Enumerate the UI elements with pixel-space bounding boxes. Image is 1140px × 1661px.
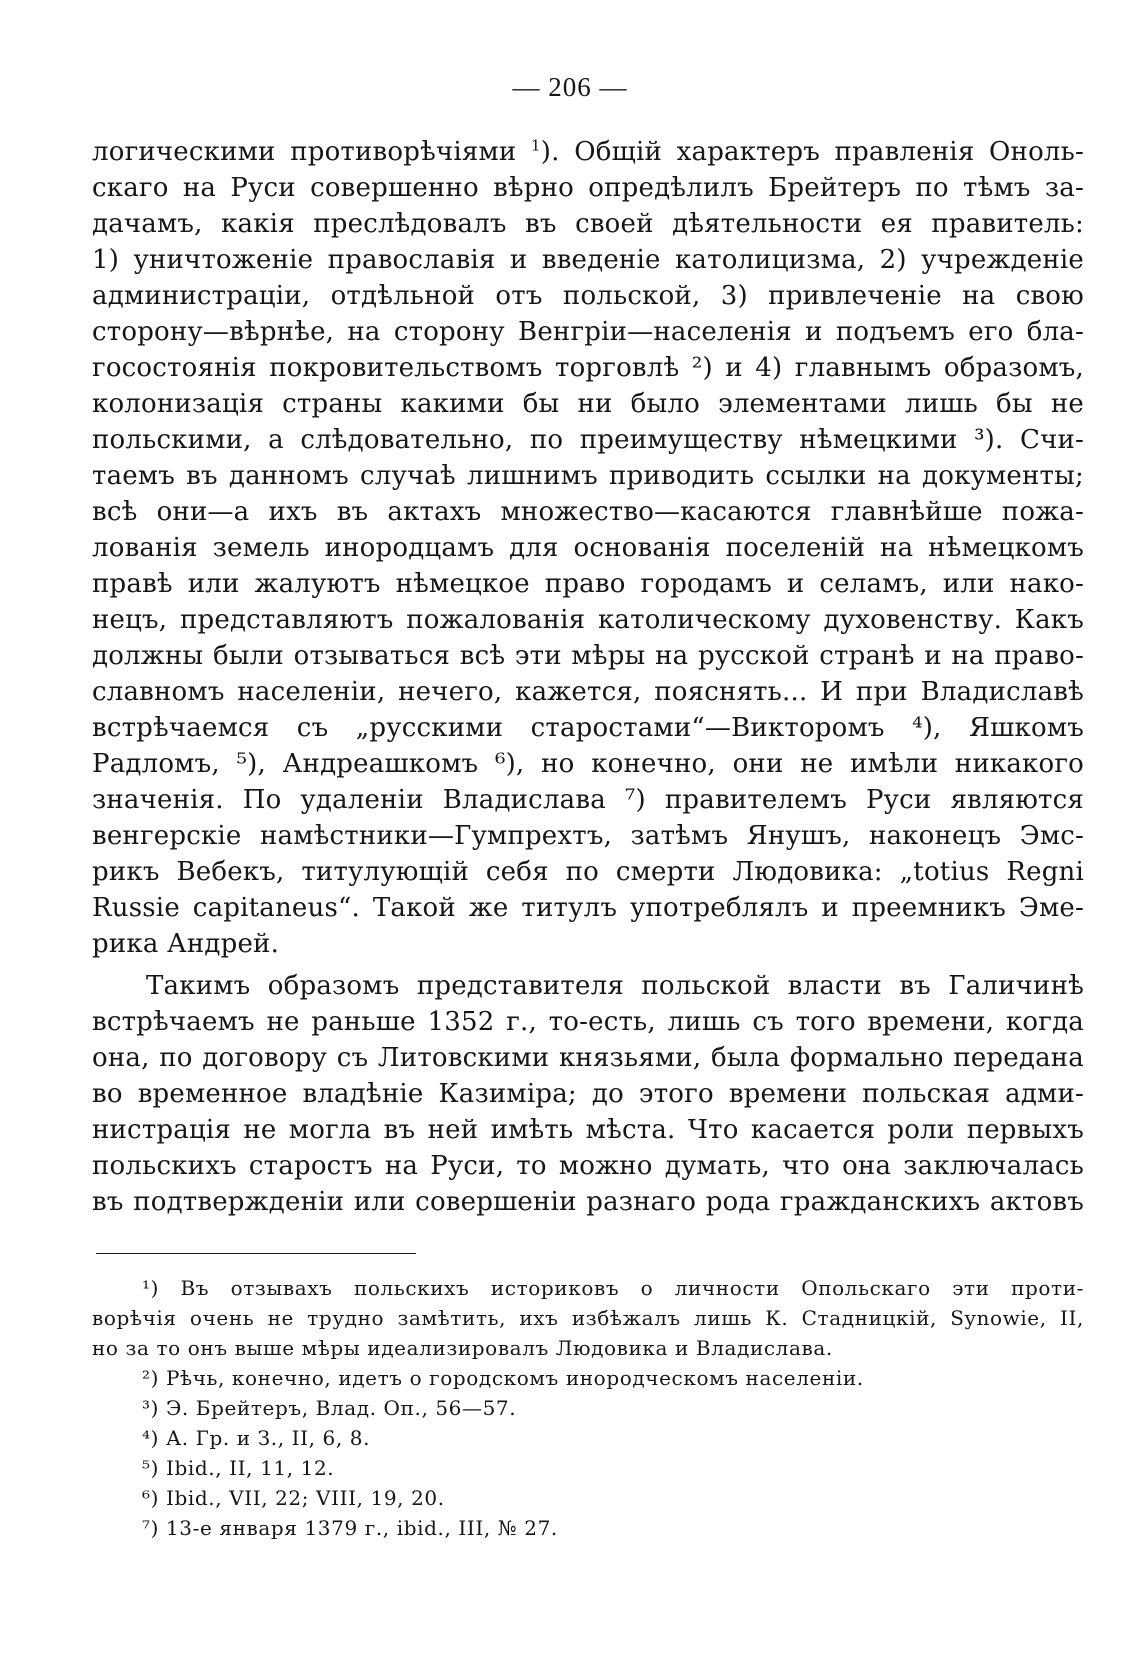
- footnote-line: ¹) Въ отзывахъ польскихъ историковъ о личности Опольскаго эти проти-: [142, 1276, 1084, 1300]
- text-line: рика Андрей.: [92, 929, 280, 959]
- text-line: скаго на Руси совершенно вѣрно опредѣлилъ Брейтеръ по тѣмъ за-: [92, 173, 1084, 203]
- text-line: Радломъ, ⁵), Андреашкомъ ⁶), но конечно, они не имѣли никакого: [92, 749, 1084, 779]
- text-line: польскими, а слѣдовательно, по преимуществу нѣмецкими ³). Счи-: [92, 425, 1084, 455]
- text-line: Russie capitaneus“. Такой же титулъ употреблялъ и преемникъ Эме-: [92, 893, 1084, 923]
- text-line: всѣ они—а ихъ въ актахъ множество—касаются главнѣйше пожа-: [92, 497, 1084, 527]
- footnote-divider: [96, 1253, 416, 1254]
- text-line: 1) уничтоженіе православія и введеніе католицизма, 2) учрежденіе: [92, 245, 1084, 275]
- text-line: рикъ Вебекъ, титулующій себя по смерти Людовика: „totius Regni: [92, 857, 1084, 887]
- footnote-line: но за то онъ выше мѣры идеализировалъ Людовика и Владислава.: [92, 1336, 833, 1360]
- text-line: нистрація не могла въ ней имѣть мѣста. Что касается роли первыхъ: [92, 1115, 1084, 1145]
- text-line: значенія. По удаленіи Владислава ⁷) правителемъ Руси являются: [92, 785, 1084, 815]
- text-line: таемъ въ данномъ случаѣ лишнимъ приводить ссылки на документы;: [92, 461, 1084, 491]
- footnote-line: ³) Э. Брейтеръ, Влад. Оп., 56—57.: [142, 1396, 517, 1420]
- text-line: нецъ, представляютъ пожалованія католическому духовенству. Какъ: [92, 605, 1084, 635]
- text-line: лованія земель инородцамъ для основанія поселеній на нѣмецкомъ: [92, 533, 1084, 563]
- footnote-line: ⁶) Ibid., VII, 22; VIII, 19, 20.: [142, 1486, 445, 1510]
- text-line: во временное владѣніе Казиміра; до этого времени польская адми-: [92, 1079, 1084, 1109]
- text-line: правѣ или жалуютъ нѣмецкое право городамъ и селамъ, или нако-: [92, 569, 1084, 599]
- text-line: должны были отзываться всѣ эти мѣры на русской странѣ и на право-: [92, 641, 1084, 671]
- text-line: встрѣчаемъ не раньше 1352 г., то-есть, лишь съ того времени, когда: [92, 1007, 1084, 1037]
- footnote-line: ⁵) Ibid., II, 11, 12.: [142, 1456, 335, 1480]
- text-line: она, по договору съ Литовскими князьями, была формально передана: [92, 1043, 1084, 1073]
- footnotes: [92, 1273, 1084, 1543]
- footnote-line: ворѣчія очень не трудно замѣтить, ихъ избѣжалъ лишь К. Стадницкій, Synowie, II,: [92, 1306, 1084, 1330]
- text-line: славномъ населеніи, нечего, кажется, пояснять... И при Владиславѣ: [92, 677, 1084, 707]
- footnote-line: ⁷) 13-е января 1379 г., ibid., III, № 27.: [142, 1516, 558, 1540]
- text-line: польскихъ старостъ на Руси, то можно думать, что она заключалась: [92, 1151, 1084, 1181]
- text-line: Такимъ образомъ представителя польской власти въ Галичинѣ: [146, 971, 1084, 1001]
- text-line: администраціи, отдѣльной отъ польской, 3) привлеченіе на свою: [92, 281, 1084, 311]
- text-line: сторону—вѣрнѣе, на сторону Венгріи—населенія и подъемъ его бла-: [92, 317, 1084, 347]
- page-number: — 206 —: [512, 72, 628, 102]
- text-line: въ подтвержденіи или совершеніи разнаго рода гражданскихъ актовъ: [92, 1187, 1084, 1217]
- text-line: госостоянія покровительствомъ торговлѣ ²) и 4) главнымъ образомъ,: [92, 353, 1084, 383]
- text-line: логическими противорѣчіями $^1$). Общій характеръ правленія Оноль-: [92, 136, 1084, 167]
- footnote-line: ²) Рѣчь, конечно, идетъ о городскомъ инородческомъ населеніи.: [142, 1366, 864, 1390]
- main-text: [92, 134, 1084, 1220]
- text-line: дачамъ, какія преслѣдовалъ въ своей дѣятельности ея правитель:: [92, 209, 1084, 239]
- text-line: венгерскіе намѣстники—Гумпрехтъ, затѣмъ Янушъ, наконецъ Эмс-: [92, 821, 1084, 851]
- text-line: встрѣчаемся съ „русскими старостами“—Викторомъ ⁴), Яшкомъ: [92, 713, 1084, 743]
- footnote-line: ⁴) А. Гр. и З., II, 6, 8.: [142, 1426, 371, 1450]
- text-line: колонизація страны какими бы ни было элементами лишь бы не: [92, 389, 1084, 419]
